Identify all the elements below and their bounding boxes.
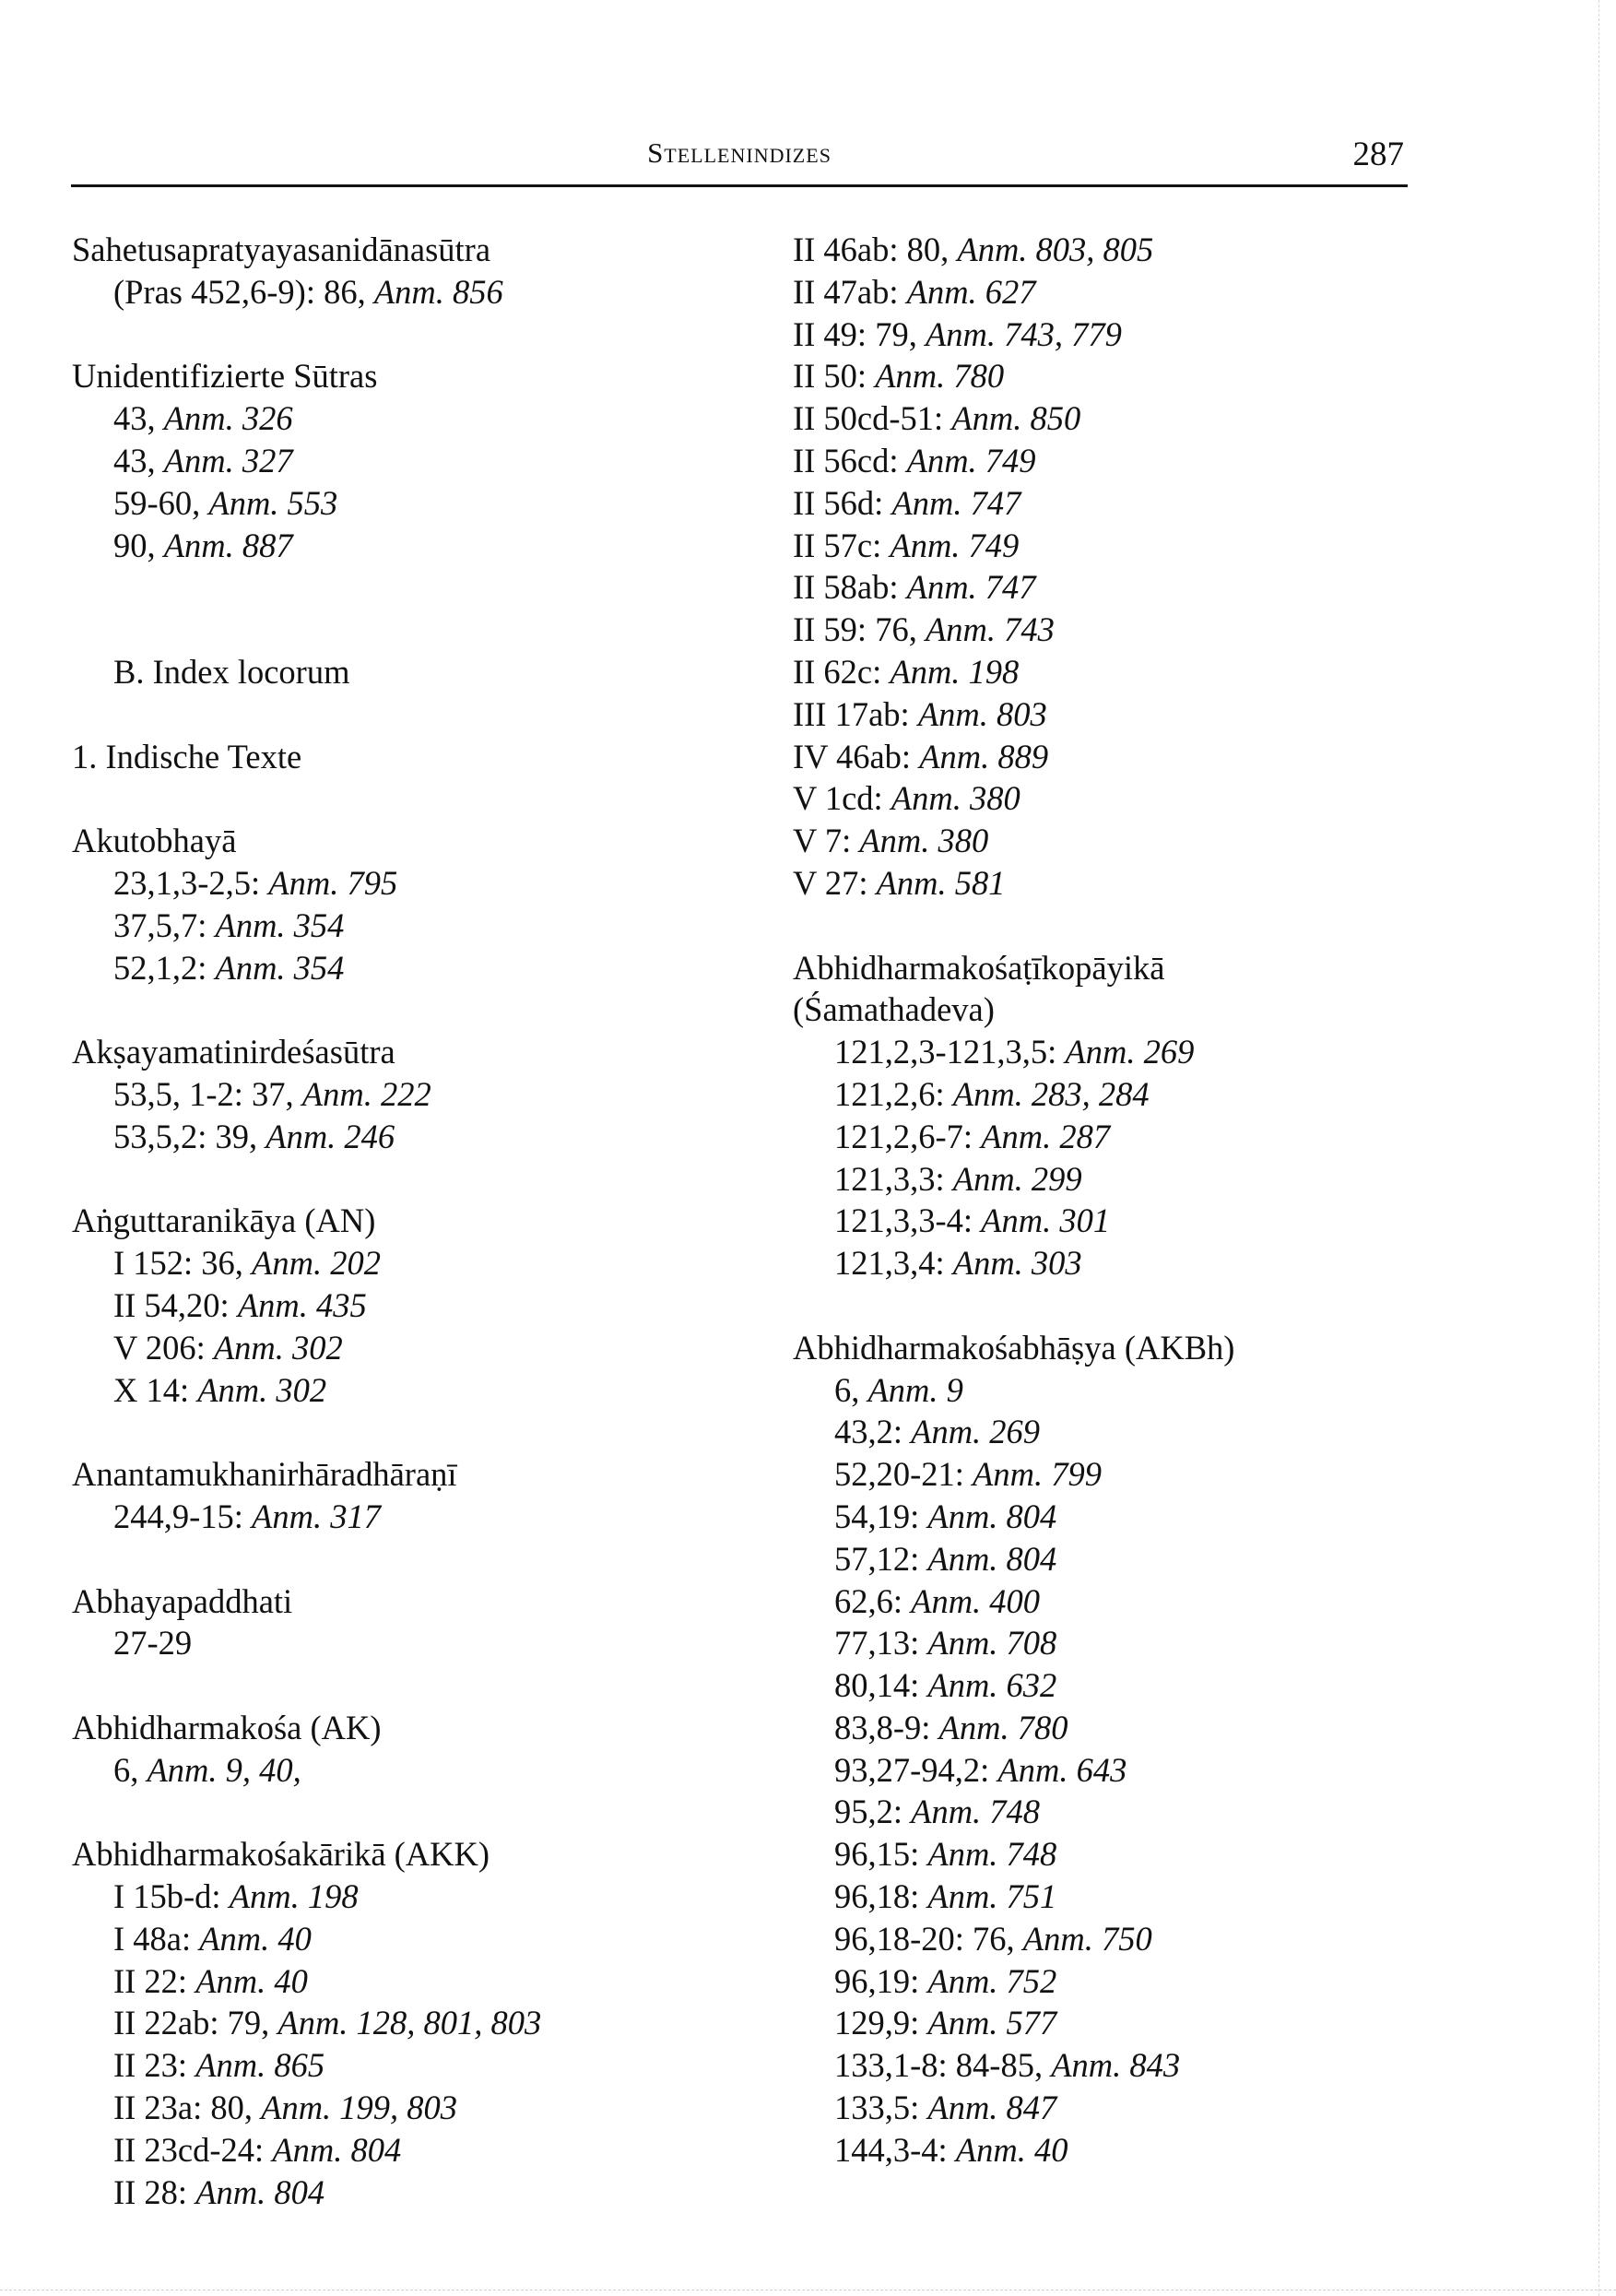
index-entry <box>793 1158 1346 1201</box>
locus-text: II 50cd-51: <box>793 399 952 438</box>
note-reference: Anm. 327 <box>163 441 293 479</box>
note-reference: Anm. 803 <box>917 694 1047 733</box>
note-reference: Anm. 246 <box>265 1117 395 1155</box>
locus-text: II 23a: 80, <box>113 2089 262 2127</box>
index-entry <box>793 482 1346 525</box>
blank-line <box>72 1411 773 1453</box>
note-reference: Anm. 40 <box>199 1919 312 1958</box>
locus-text: 59-60, <box>113 483 209 522</box>
page-number: 287 <box>1352 136 1404 173</box>
locus-text: I 48a: <box>113 1919 200 1958</box>
index-entry <box>793 1538 1346 1580</box>
index-entry <box>793 736 1346 778</box>
note-reference: Anm. 847 <box>927 2089 1057 2127</box>
locus-text: 95,2: <box>834 1793 912 1831</box>
locus-text: 96,18: <box>834 1877 928 1916</box>
blank-line <box>72 609 773 651</box>
note-reference: Anm. 9 <box>867 1370 963 1409</box>
index-entry <box>793 651 1346 693</box>
note-reference: Anm. 302 <box>213 1328 343 1367</box>
blank-line <box>72 1158 773 1201</box>
note-reference: Anm. 850 <box>951 399 1081 438</box>
locus-text: II 56d: <box>793 483 892 522</box>
locus-text: IV 46ab: <box>793 737 920 775</box>
running-title: Stellenindizes <box>647 136 832 169</box>
locus-text: 6, <box>113 1750 147 1789</box>
note-reference: Anm. 887 <box>163 526 293 564</box>
locus-text: 90, <box>113 526 164 564</box>
note-reference: Anm. 748 <box>911 1793 1041 1831</box>
locus-text: 52,1,2: <box>113 948 216 987</box>
index-entry <box>793 229 1346 271</box>
blank-line <box>72 314 773 356</box>
note-reference: Anm. 299 <box>952 1159 1082 1198</box>
note-reference: Anm. 301 <box>981 1201 1111 1240</box>
note-reference: Anm. 354 <box>215 948 345 987</box>
locus-text: II 59: 76, <box>793 610 926 649</box>
note-reference: Anm. 743, 779 <box>925 314 1122 353</box>
index-entry <box>72 525 773 567</box>
index-entry <box>72 2172 773 2214</box>
index-entry <box>793 609 1346 651</box>
blank-line <box>72 693 773 736</box>
index-entry <box>793 1496 1346 1538</box>
index-entry <box>793 355 1346 397</box>
note-reference: Anm. 804 <box>927 1539 1057 1578</box>
index-entry <box>72 1116 773 1158</box>
index-entry <box>72 1496 773 1538</box>
note-reference: Anm. 269 <box>911 1413 1041 1451</box>
index-entry <box>72 1622 773 1664</box>
blank-line <box>72 777 773 820</box>
index-entry <box>72 1073 773 1116</box>
locus-text: 53,5, 1-2: 37, <box>113 1074 302 1113</box>
note-reference: Anm. 287 <box>981 1117 1111 1155</box>
index-entry <box>793 1918 1346 1960</box>
locus-text: 96,15: <box>834 1835 928 1874</box>
locus-text: 53,5,2: 39, <box>113 1117 266 1155</box>
locus-text: 93,27-94,2: <box>834 1750 998 1789</box>
note-reference: Anm. 380 <box>891 779 1020 818</box>
index-heading: Abhidharmakośabhāṣya (AKBh) <box>793 1328 1235 1367</box>
locus-text: 77,13: <box>834 1624 928 1663</box>
note-reference: Anm. 222 <box>301 1074 431 1113</box>
index-heading: Anantamukhanirhāradhāraṇī <box>72 1455 457 1494</box>
note-reference: Anm. 780 <box>875 357 1005 396</box>
index-heading: Akutobhayā <box>72 822 237 860</box>
index-entry <box>72 2044 773 2087</box>
index-heading: Akṣayamatinirdeśasūtra <box>72 1033 395 1071</box>
locus-text: 54,19: <box>834 1497 928 1535</box>
locus-text: 133,5: <box>834 2089 928 2127</box>
index-entry <box>793 314 1346 356</box>
locus-text: 57,12: <box>834 1539 928 1578</box>
locus-text: 6, <box>834 1370 868 1409</box>
note-reference: Anm. 743 <box>925 610 1055 649</box>
locus-text: 121,2,6-7: <box>834 1117 982 1155</box>
index-entry <box>793 1664 1346 1707</box>
index-heading: Abhidharmakośakārikā (AKK) <box>72 1835 490 1874</box>
locus-text: I 152: 36, <box>113 1244 253 1283</box>
index-entry <box>72 482 773 525</box>
index-entry <box>793 1833 1346 1876</box>
index-entry <box>793 1876 1346 1918</box>
locus-text: II 22: <box>113 1961 196 2000</box>
index-entry <box>793 1580 1346 1623</box>
locus-text: 121,3,3: <box>834 1159 953 1198</box>
index-entry <box>793 1749 1346 1792</box>
note-reference: Anm. 708 <box>927 1624 1057 1663</box>
locus-text: 37,5,7: <box>113 905 216 944</box>
index-entry <box>793 2002 1346 2044</box>
index-entry <box>72 1960 773 2003</box>
note-reference: Anm. 202 <box>252 1244 381 1283</box>
index-entry <box>72 440 773 482</box>
note-reference: Anm. 749 <box>906 441 1036 479</box>
locus-text: X 14: <box>113 1370 198 1409</box>
index-entry <box>793 1116 1346 1158</box>
index-entry <box>793 1791 1346 1833</box>
blank-line <box>793 905 1346 947</box>
locus-text: II 56cd: <box>793 441 907 479</box>
locus-text: 43,2: <box>834 1413 912 1451</box>
locus-text: 27-29 <box>113 1624 193 1663</box>
note-reference: Anm. 804 <box>272 2130 402 2169</box>
section-heading: B. Index locorum <box>113 652 350 691</box>
blank-line <box>72 1664 773 1707</box>
page-header <box>71 136 1408 187</box>
locus-text: II 54,20: <box>113 1285 238 1324</box>
locus-text: V 7: <box>793 822 860 860</box>
index-entry <box>793 1242 1346 1284</box>
index-entry <box>72 1749 773 1792</box>
index-entry <box>793 777 1346 820</box>
locus-text: II 62c: <box>793 652 891 691</box>
index-entry <box>793 1960 1346 2003</box>
locus-text: 80,14: <box>834 1666 928 1705</box>
index-heading: Unidentifizierte Sūtras <box>72 357 378 396</box>
index-entry <box>72 2129 773 2172</box>
note-reference: Anm. 751 <box>927 1877 1057 1916</box>
index-entry <box>793 862 1346 905</box>
locus-text: V 1cd: <box>793 779 891 818</box>
locus-text: I 15b-d: <box>113 1877 230 1916</box>
note-reference: Anm. 581 <box>876 863 1006 902</box>
index-entry <box>72 1369 773 1412</box>
locus-text: II 28: <box>113 2172 196 2211</box>
note-reference: Anm. 889 <box>919 737 1049 775</box>
index-heading: Abhayapaddhati <box>72 1581 293 1620</box>
locus-text: 133,1-8: 84-85, <box>834 2046 1052 2085</box>
blank-line <box>793 1284 1346 1327</box>
note-reference: Anm. 553 <box>208 483 338 522</box>
note-reference: Anm. 380 <box>859 822 989 860</box>
locus-text: II 50: <box>793 357 876 396</box>
index-entry <box>793 820 1346 862</box>
note-reference: Anm. 747 <box>891 483 1021 522</box>
note-reference: Anm. 752 <box>927 1961 1057 2000</box>
blank-line <box>72 1538 773 1580</box>
note-reference: Anm. 856 <box>373 272 503 311</box>
locus-text: 121,2,6: <box>834 1074 953 1113</box>
locus-text: 96,19: <box>834 1961 928 2000</box>
locus-text: II 47ab: <box>793 272 907 311</box>
note-reference: Anm. 40 <box>955 2130 1068 2169</box>
blank-line <box>72 988 773 1031</box>
index-heading: Aṅguttaranikāya (AN) <box>72 1201 376 1240</box>
locus-text: 62,6: <box>834 1581 912 1620</box>
locus-text: 121,2,3-121,3,5: <box>834 1033 1066 1071</box>
note-reference: Anm. 302 <box>197 1370 327 1409</box>
index-entry <box>793 397 1346 440</box>
locus-text: 96,18-20: 76, <box>834 1919 1023 1958</box>
locus-text: II 46ab: 80, <box>793 231 958 268</box>
index-entry <box>72 1327 773 1369</box>
index-entry <box>793 525 1346 567</box>
locus-text: II 57c: <box>793 526 891 564</box>
locus-text: II 23cd-24: <box>113 2130 273 2169</box>
note-reference: Anm. 780 <box>938 1708 1068 1746</box>
note-reference: Anm. 435 <box>237 1285 367 1324</box>
note-reference: Anm. 632 <box>927 1666 1057 1705</box>
index-entry <box>793 1411 1346 1453</box>
locus-text: II 22ab: 79, <box>113 2004 278 2042</box>
note-reference: Anm. 400 <box>911 1581 1041 1620</box>
index-entry <box>72 1242 773 1284</box>
note-reference: Anm. 627 <box>906 272 1036 311</box>
note-reference: Anm. 749 <box>890 526 1020 564</box>
index-entry <box>72 271 773 314</box>
locus-text: V 206: <box>113 1328 214 1367</box>
index-entry <box>793 1369 1346 1412</box>
index-entry <box>793 440 1346 482</box>
index-entry <box>72 1918 773 1960</box>
index-entry <box>72 2002 773 2044</box>
note-reference: Anm. 804 <box>195 2172 325 2211</box>
index-entry <box>72 905 773 947</box>
scan-edge-right <box>1598 0 1599 2296</box>
note-reference: Anm. 354 <box>215 905 345 944</box>
index-entry <box>793 1031 1346 1073</box>
note-reference: Anm. 803, 805 <box>957 231 1154 268</box>
index-entry <box>793 1200 1346 1242</box>
note-reference: Anm. 799 <box>973 1455 1102 1494</box>
index-entry <box>72 1876 773 1918</box>
locus-text: (Pras 452,6-9): 86, <box>113 272 374 311</box>
locus-text: 23,1,3-2,5: <box>113 863 269 902</box>
note-reference: Anm. 40 <box>195 1961 308 2000</box>
index-entry <box>793 2044 1346 2087</box>
note-reference: Anm. 750 <box>1022 1919 1152 1958</box>
index-entry <box>72 2087 773 2129</box>
index-column-right <box>793 229 1346 2172</box>
locus-text: 43, <box>113 441 164 479</box>
note-reference: Anm. 865 <box>195 2046 325 2085</box>
locus-text: 83,8-9: <box>834 1708 939 1746</box>
note-reference: Anm. 317 <box>252 1497 381 1535</box>
locus-text: 121,3,3-4: <box>834 1201 982 1240</box>
blank-line <box>72 566 773 609</box>
note-reference: Anm. 577 <box>927 2004 1057 2042</box>
index-column-left <box>72 229 773 2213</box>
index-entry <box>793 1622 1346 1664</box>
index-entry <box>793 693 1346 736</box>
index-entry <box>793 1453 1346 1496</box>
index-entry <box>72 947 773 989</box>
note-reference: Anm. 795 <box>268 863 398 902</box>
index-heading: Abhidharmakośaṭīkopāyikā <box>793 948 1165 987</box>
index-heading: Sahetusapratyayasanidānasūtra <box>72 231 491 268</box>
note-reference: Anm. 128, 801, 803 <box>277 2004 542 2042</box>
locus-text: 43, <box>113 399 164 438</box>
locus-text: 144,3-4: <box>834 2130 956 2169</box>
locus-text: V 27: <box>793 863 877 902</box>
locus-text: 121,3,4: <box>834 1244 953 1283</box>
note-reference: Anm. 269 <box>1065 1033 1195 1071</box>
index-entry <box>793 271 1346 314</box>
locus-text: III 17ab: <box>793 694 918 733</box>
note-reference: Anm. 198 <box>890 652 1020 691</box>
index-entry <box>72 397 773 440</box>
blank-line <box>72 1791 773 1833</box>
index-heading: Abhidharmakośa (AK) <box>72 1708 382 1746</box>
index-heading: 1. Indische Texte <box>72 737 302 775</box>
index-entry <box>793 2087 1346 2129</box>
note-reference: Anm. 199, 803 <box>261 2089 458 2127</box>
locus-text: II 23: <box>113 2046 196 2085</box>
index-entry <box>72 862 773 905</box>
locus-text: 244,9-15: <box>113 1497 253 1535</box>
note-reference: Anm. 643 <box>997 1750 1127 1789</box>
note-reference: Anm. 748 <box>927 1835 1057 1874</box>
note-reference: Anm. 326 <box>163 399 293 438</box>
locus-text: II 58ab: <box>793 568 907 607</box>
note-reference: Anm. 303 <box>952 1244 1082 1283</box>
note-reference: Anm. 198 <box>229 1877 359 1916</box>
note-reference: Anm. 9, 40, <box>147 1750 301 1789</box>
note-reference: Anm. 283, 284 <box>952 1074 1150 1113</box>
note-reference: Anm. 804 <box>927 1497 1057 1535</box>
locus-text: 52,20-21: <box>834 1455 973 1494</box>
index-entry <box>793 1707 1346 1749</box>
note-reference: Anm. 747 <box>906 568 1036 607</box>
note-reference: Anm. 843 <box>1051 2046 1181 2085</box>
index-entry <box>72 1284 773 1327</box>
locus-text: II 49: 79, <box>793 314 926 353</box>
index-heading: (Śamathadeva) <box>793 990 995 1029</box>
index-entry <box>793 1073 1346 1116</box>
index-entry <box>793 566 1346 609</box>
index-entry <box>793 2129 1346 2172</box>
locus-text: 129,9: <box>834 2004 928 2042</box>
